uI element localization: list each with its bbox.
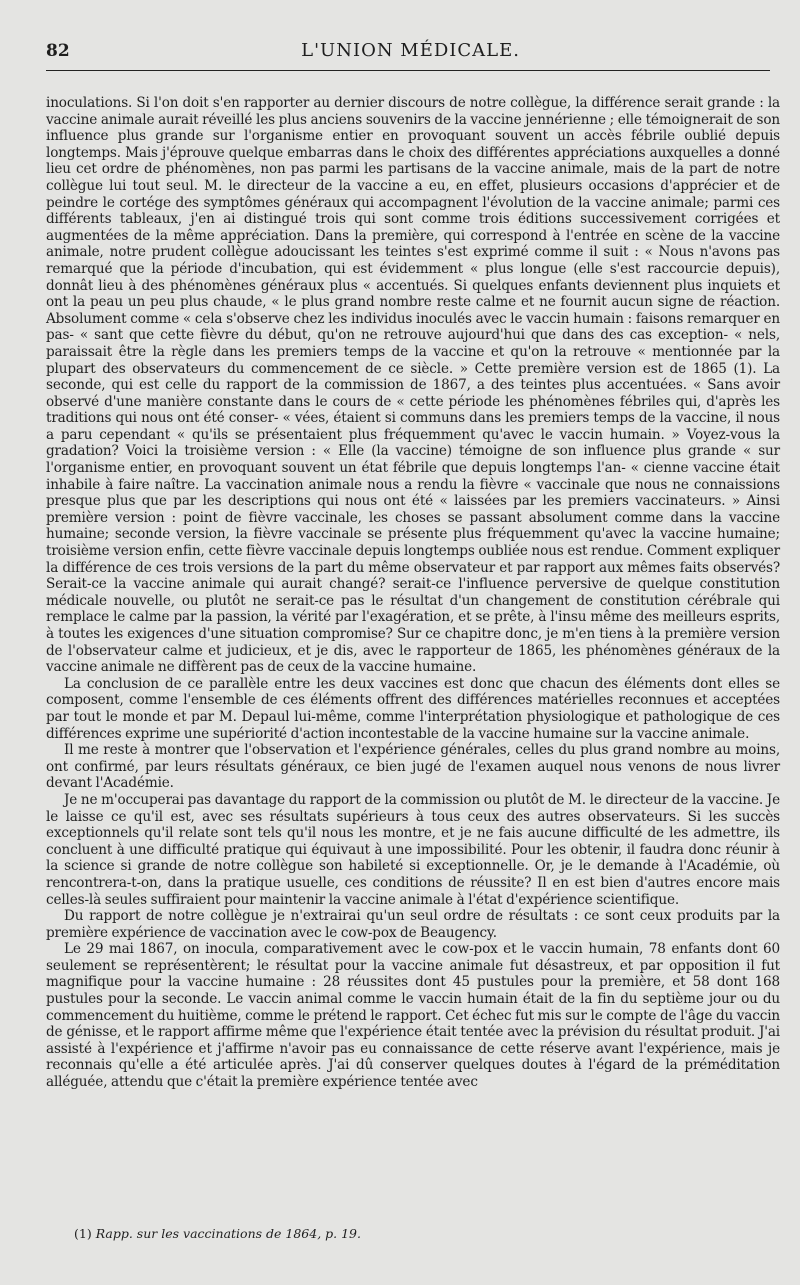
footnote <box>74 1226 361 1241</box>
page-number: 82 <box>46 41 70 61</box>
body-text <box>46 95 780 1091</box>
paragraph-4: Je ne m'occuperai pas davantage du rapport de la commission ou plutôt de M. le directeur de la vaccine. Je le laisse ce qu'il est, avec ses résultats supérieurs à tous ceux des autres observateurs. Si les succès exceptionnels qu'il relate sont tels qu'il nous les montre, et je ne fais aucune difficulté de les admettre, ils concluent à une difficulté pratique qui équivaut à une impossibilité. Pour les obtenir, il faudra donc réunir à la science si grande de notre collègue son habileté si exceptionnelle. Or, je le demande à l'Académie, où rencontrera-t-on, dans la pratique usuelle, ces conditions de réussite? Il en est bien d'autres encore mais celles-là seules suffiraient pour maintenir la vaccine animale à l'état d'expérience scientifique. <box>46 791 780 908</box>
footnote-text: Rapp. sur les vaccinations de 1864, p. 19. <box>95 1226 361 1241</box>
paragraph-5: Du rapport de notre collègue je n'extrairai qu'un seul ordre de résultats : ce sont ceux produits par la première expérience de vaccination avec le cow-pox de Beaugency. <box>46 908 780 941</box>
footnote-marker: (1) <box>74 1226 92 1241</box>
running-head: L'UNION MÉDICALE. <box>301 40 520 61</box>
page-header <box>46 40 770 71</box>
paragraph-2: La conclusion de ce parallèle entre les deux vaccines est donc que chacun des éléments dont elles se composent, comme l'ensemble de ces éléments offrent des différences matérielles reconnues et acceptées par tout le monde et par M. Depaul lui-même, comme l'interprétation physiologique et pathologique de ces différences exprime une supériorité d'action incontestable de la vaccine humaine sur la vaccine animale. <box>46 675 780 742</box>
paragraph-6: Le 29 mai 1867, on inocula, comparativement avec le cow-pox et le vaccin humain, 78 enfants dont 60 seulement se représentèrent; le résultat pour la vaccine animale fut désastreux, et par opposition il fut magnifique pour la vaccine humaine : 28 réussites dont 45 pustules pour la première, et 58 dont 168 pustules pour la seconde. Le vaccin animal comme le vaccin humain était de la fin du septième jour ou du commencement du huitième, comme le prétend le rapport. Cet échec fut mis sur le compte de l'âge du vaccin de génisse, et le rapport affirme même que l'expérience était tentée avec la prévision du résultat produit. J'ai assisté à l'expérience et j'affirme n'avoir pas eu connaissance de cette réserve avant l'expérience, mais je reconnais qu'elle a été articulée après. J'ai dû conserver quelques doutes à l'égard de la préméditation alléguée, attendu que c'était la première expérience tentée avec <box>46 941 780 1091</box>
paragraph-3: Il me reste à montrer que l'observation et l'expérience générales, celles du plus grand nombre au moins, ont confirmé, par leurs résultats généraux, ce bien jugé de l'examen auquel nous venons de nous livrer devant l'Académie. <box>46 742 780 792</box>
paragraph-1: inoculations. Si l'on doit s'en rapporter au dernier discours de notre collègue, la différence serait grande : la vaccine animale aurait réveillé les plus anciens souvenirs de la vaccine jennérienne ; elle témoignerait de son influence plus grande sur l'organisme entier en provoquant souvent un accès fébrile oublié depuis longtemps. Mais j'éprouve quelque embarras dans le choix des différentes appréciations auxquelles a donné lieu cet ordre de phénomènes, non pas parmi les partisans de la vaccine animale, mais de la part de notre collègue lui tout seul. M. le directeur de la vaccine a eu, en effet, plusieurs occasions d'apprécier et de peindre le cortége des symptômes généraux qui accompagnent l'évolution de la vaccine animale; parmi ces différents tableaux, j'en ai distingué trois qui sont comme trois éditions successivement corrigées et augmentées de la même appréciation. Dans la première, qui correspond à l'entrée en scène de la vaccine animale, notre prudent collègue adoucissant les teintes s'est exprimé comme il suit : « Nous n'avons pas remarqué que la période d'incubation, qui est évidemment « plus longue (elle s'est raccourcie depuis), donnât lieu à des phénomènes généraux plus « accentués. Si quelques enfants deviennent plus inquiets et ont la peau un peu plus chaude, « le plus grand nombre reste calme et ne fournit aucun signe de réaction. Absolument comme « cela s'observe chez les individus inoculés avec le vaccin humain : faisons remarquer en pas- « sant que cette fièvre du début, qu'on ne retrouve aujourd'hui que dans des cas exception- « nels, paraissait être la règle dans les premiers temps de la vaccine et qu'on la retrouve « mentionnée par la plupart des observateurs du commencement de ce siècle. » Cette première version est de 1865 (1). La seconde, qui est celle du rapport de la commission de 1867, a des teintes plus accentuées. « Sans avoir observé d'une manière constante dans le cours de « cette période les phénomènes fébriles qui, d'après les traditions qui nous ont été conser- « vées, étaient si communs dans les premiers temps de la vaccine, il nous a paru cependant « qu'ils se présentaient plus fréquemment qu'avec le vaccin humain. » Voyez-vous la gradation? Voici la troisième version : « Elle (la vaccine) témoigne de son influence plus grande « sur l'organisme entier, en provoquant souvent un état fébrile que depuis longtemps l'an- « cienne vaccine était inhabile à faire naître. La vaccination animale nous a rendu la fièvre « vaccinale que nous ne connaissions presque plus que par les descriptions qui nous ont été « laissées par les premiers vaccinateurs. » Ainsi première version : point de fièvre vaccinale, les choses se passant absolument comme dans la vaccine humaine; seconde version, la fièvre vaccinale se présente plus fréquemment qu'avec la vaccine humaine; troisième version enfin, cette fièvre vaccinale depuis longtemps oubliée nous est rendue. Comment expliquer la différence de ces trois versions de la part du même observateur et par rapport aux mêmes faits observés? Serait-ce la vaccine animale qui aurait changé? serait-ce l'influence perversive de quelque constitution médicale nouvelle, ou plutôt ne serait-ce pas le résultat d'un changement de constitution cérébrale qui remplace le calme par la passion, la vérité par l'exagération, et se prête, à l'insu même des meilleurs esprits, à toutes les exigences d'une situation compromise? Sur ce chapitre donc, je m'en tiens à la première version de l'observateur calme et judicieux, et je dis, avec le rapporteur de 1865, les phénomènes généraux de la vaccine animale ne diffèrent pas de ceux de la vaccine humaine. <box>46 95 780 676</box>
